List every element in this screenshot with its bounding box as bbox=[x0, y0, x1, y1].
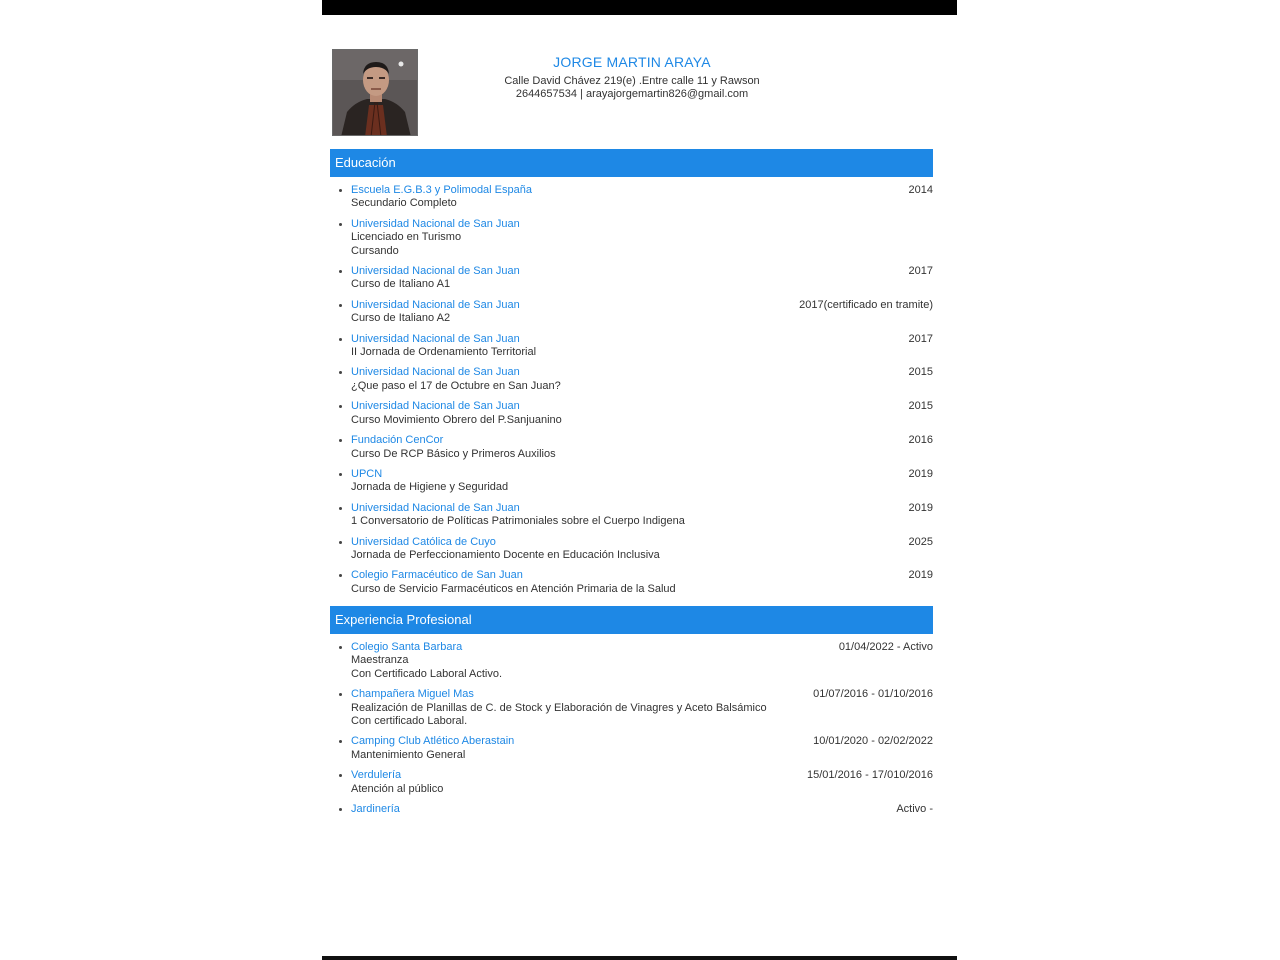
bottom-bar bbox=[322, 956, 957, 960]
education-list bbox=[330, 184, 933, 603]
entry-date: 2017 bbox=[908, 332, 933, 345]
entry-detail: Secundario Completo bbox=[351, 197, 457, 210]
entry-detail: ¿Que paso el 17 de Octubre en San Juan? bbox=[351, 379, 561, 392]
entry-detail: Curso de Italiano A2 bbox=[351, 312, 451, 325]
experience-list bbox=[330, 641, 933, 823]
experience-entry bbox=[330, 641, 933, 681]
address: Calle David Chávez 219(e) .Entre calle 11 y Rawson bbox=[504, 75, 760, 87]
entry-detail: Mantenimiento General bbox=[351, 748, 466, 761]
entry-institution: Camping Club Atlético Aberastain bbox=[351, 735, 515, 748]
candidate-name: JORGE MARTIN ARAYA bbox=[553, 54, 711, 70]
entry-date: 2025 bbox=[908, 535, 933, 548]
education-entry bbox=[330, 536, 933, 563]
education-entry bbox=[330, 468, 933, 495]
experience-entry bbox=[330, 803, 933, 816]
entry-date: 2019 bbox=[908, 467, 933, 480]
entry-institution: Universidad Nacional de San Juan bbox=[351, 298, 520, 311]
contact-info: 2644657534 | arayajorgemartin826@gmail.com bbox=[515, 88, 749, 100]
entry-date: 2014 bbox=[908, 184, 933, 196]
entry-institution: Universidad Nacional de San Juan bbox=[351, 366, 520, 379]
entry-date: 2019 bbox=[908, 569, 933, 582]
experience-section-title: Experiencia Profesional bbox=[330, 606, 933, 634]
education-entry bbox=[330, 502, 933, 529]
education-entry bbox=[330, 265, 933, 292]
profile-photo bbox=[332, 49, 418, 136]
entry-detail: Cursando bbox=[351, 244, 399, 257]
entry-detail: Curso de Italiano A1 bbox=[351, 278, 451, 291]
education-entry bbox=[330, 434, 933, 461]
entry-institution: Universidad Nacional de San Juan bbox=[351, 400, 520, 413]
entry-date: 2015 bbox=[908, 366, 933, 379]
entry-detail: Curso Movimiento Obrero del P.Sanjuanino bbox=[351, 413, 562, 426]
entry-institution: UPCN bbox=[351, 467, 383, 480]
education-entry bbox=[330, 184, 933, 211]
entry-institution: Jardinería bbox=[351, 803, 400, 816]
entry-institution: Universidad Nacional de San Juan bbox=[351, 332, 520, 345]
entry-date: 01/04/2022 - Activo bbox=[838, 641, 933, 653]
entry-institution: Universidad Nacional de San Juan bbox=[351, 501, 520, 514]
experience-entry bbox=[330, 688, 933, 728]
entry-detail: Jornada de Higiene y Seguridad bbox=[351, 481, 509, 494]
entry-institution: Universidad Católica de Cuyo bbox=[351, 535, 496, 548]
entry-institution: Champañera Miguel Mas bbox=[351, 688, 474, 701]
entry-institution: Verdulería bbox=[351, 769, 402, 782]
entry-detail: Curso De RCP Básico y Primeros Auxilios bbox=[351, 447, 556, 460]
entry-detail: 1 Conversatorio de Políticas Patrimoniales sobre el Cuerpo Indigena bbox=[351, 515, 685, 528]
entry-detail: Curso de Servicio Farmacéuticos en Atención Primaria de la Salud bbox=[351, 582, 676, 595]
education-section-title: Educación bbox=[330, 149, 933, 177]
entry-institution: Universidad Nacional de San Juan bbox=[351, 265, 520, 278]
entry-date: Activo - bbox=[896, 803, 933, 816]
entry-date: 2019 bbox=[908, 501, 933, 514]
entry-detail: Con Certificado Laboral Activo. bbox=[351, 667, 503, 680]
education-entry bbox=[330, 569, 933, 596]
education-entry bbox=[330, 400, 933, 427]
resume-header bbox=[430, 54, 834, 101]
entry-date: 01/07/2016 - 01/10/2016 bbox=[813, 688, 933, 701]
entry-date: 2015 bbox=[908, 400, 933, 413]
experience-entry bbox=[330, 735, 933, 762]
education-entry bbox=[330, 299, 933, 326]
entry-date: 2017 bbox=[908, 265, 933, 278]
entry-date: 2016 bbox=[908, 434, 933, 447]
entry-date: 2017(certificado en tramite) bbox=[799, 298, 933, 311]
profile-photo-image bbox=[333, 50, 418, 136]
education-entry bbox=[330, 218, 933, 258]
entry-detail: Licenciado en Turismo bbox=[351, 231, 462, 244]
education-entry bbox=[330, 366, 933, 393]
entry-detail: Maestranza bbox=[351, 654, 409, 667]
entry-institution: Colegio Farmacéutico de San Juan bbox=[351, 569, 523, 582]
entry-detail: II Jornada de Ordenamiento Territorial bbox=[351, 346, 537, 359]
experience-entry bbox=[330, 769, 933, 796]
entry-institution: Colegio Santa Barbara bbox=[351, 641, 463, 653]
top-bar bbox=[322, 0, 957, 15]
entry-date: 10/01/2020 - 02/02/2022 bbox=[813, 735, 933, 748]
entry-detail: Realización de Planillas de C. de Stock y Elaboración de Vinagres y Aceto Balsámico bbox=[351, 701, 767, 714]
entry-institution: Universidad Nacional de San Juan bbox=[351, 217, 520, 230]
education-entry bbox=[330, 333, 933, 360]
entry-date: 15/01/2016 - 17/010/2016 bbox=[806, 769, 933, 782]
entry-detail: Atención al público bbox=[351, 782, 444, 795]
entry-detail: Con certificado Laboral. bbox=[351, 715, 468, 728]
entry-institution: Fundación CenCor bbox=[351, 434, 444, 447]
entry-detail: Jornada de Perfeccionamiento Docente en Educación Inclusiva bbox=[351, 548, 660, 561]
entry-institution: Escuela E.G.B.3 y Polimodal España bbox=[351, 184, 532, 196]
